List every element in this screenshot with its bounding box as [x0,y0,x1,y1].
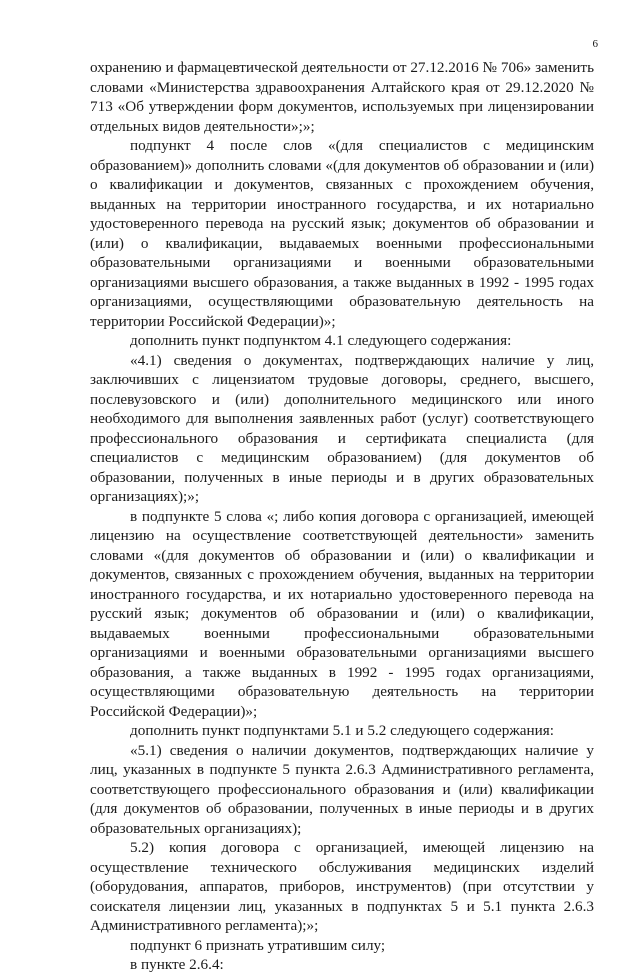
paragraph: дополнить пункт подпунктом 4.1 следующего содержания: [130,332,512,349]
page-number: 6 [592,38,598,50]
paragraph: подпункт 6 признать утратившим силу; [130,936,386,954]
paragraph: подпункт 4 после слов «(для специалистов с медицинским образованием)» дополнить словами «(для документов об образовании и (или) о квалификации и документов, связанных с прохождением обучения, выданных на территории иностранного государства, и их нотариально удостоверенного перевода на русский язык; документов об образовании и (или) о квалификации, выдаваемых военными профессиональными образовательными организациями и военными образовательными организациями высшего образования, а также выданных в 1992 - 1995 годах организациями, осуществляющими образовательную деятельность на территории Российской Федерации)»; [90,137,594,330]
document-body [90,58,594,975]
paragraph: дополнить пункт подпунктами 5.1 и 5.2 следующего содержания: [130,722,554,739]
paragraph: «4.1) сведения о документах, подтверждающих наличие у лиц, заключивших с лицензиатом трудовые договоры, среднего, высшего, послевузовского и (или) дополнительного медицинского или иного необходимого для выполнения заявленных работ (услуг) соответствующего профессионального образования и сертификата специалиста (для специалистов с медицинским образованием) (для документов об образовании, полученных в иные периоды и в других образовательных организациях);»; [90,351,594,505]
paragraph: в пункте 2.6.4: [130,956,224,973]
paragraph: 5.2) копия договора с организацией, имеющей лицензию на осуществление технического обслуживания медицинских изделий (оборудования, аппаратов, приборов, инструментов) (при отсутствии у соискателя лицензии лиц, указанных в подпунктах 5 и 5.1 пункта 2.6.3 Административного регламента);»; [90,839,594,934]
paragraph: охранению и фармацевтической деятельности от 27.12.2016 № 706» заменить словами «Министерства здравоохранения Алтайского края от 29.12.2020 № 713 «Об утверждении форм документов, используемых при лицензировании отдельных видов деятельности»;»; [90,59,594,135]
paragraph: в подпункте 5 слова «; либо копия договора с организацией, имеющей лицензию на осуществление соответствующей деятельности» заменить словами «(для документов об образовании и (или) о квалификации и документов, связанных с прохождением обучения, выданных на территории иностранного государства, и их нотариально удостоверенного перевода на русский язык; документов об образовании и (или) о квалификации, выдаваемых военными профессиональными образовательными организациями и военными образовательными организациями высшего образования, а также выданных в 1992 - 1995 годах организациями, осуществляющими образовательную деятельность на территории Российской Федерации)»; [90,507,594,720]
paragraph: «5.1) сведения о наличии документов, подтверждающих наличие у лиц, указанных в подпункте 5 пункта 2.6.3 Административного регламента, соответствующего профессионального образования и (или) квалификации (для документов об образовании, полученных в иные периоды и в других образовательных организациях); [90,741,594,837]
